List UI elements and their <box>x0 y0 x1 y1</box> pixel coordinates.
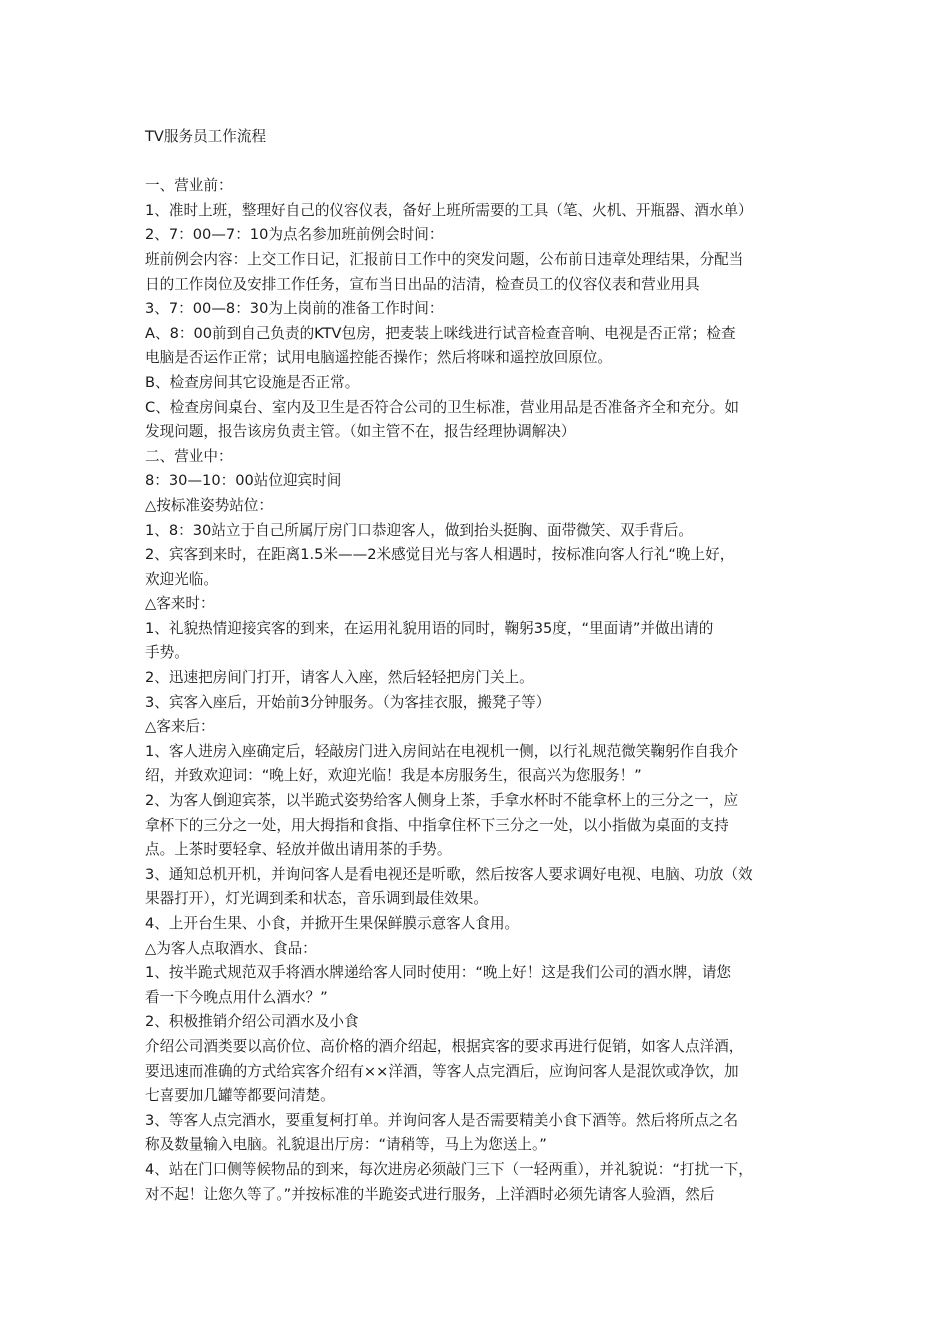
text-line: 班前例会内容：上交工作日记，汇报前日工作中的突发问题，公布前日违章处理结果，分配当 <box>145 250 744 268</box>
text-line: 3、等客人点完酒水，要重复柯打单。并询问客人是否需要精美小食下酒等。然后将所点之名 <box>145 1111 739 1129</box>
text-line: 3、通知总机开机，并询问客人是看电视还是听歌，然后按客人要求调好电视、电脑、功放（效 <box>145 865 753 883</box>
text-line: 1、礼貌热情迎接宾客的到来，在运用礼貌用语的同时，鞠躬35度，“里面请”并做出请的 <box>145 619 714 637</box>
document-title: TV服务员工作流程 <box>145 128 267 145</box>
text-line: 1、客人进房入座确定后，轻敲房门进入房间站在电视机一侧，以行礼规范微笑鞠躬作自我介 <box>145 742 739 760</box>
text-line: 果器打开），灯光调到柔和状态，音乐调到最佳效果。 <box>145 890 488 908</box>
text-line: C、检查房间桌台、室内及卫生是否符合公司的卫生标准，营业用品是否准备齐全和充分。如 <box>145 398 739 416</box>
text-line: 1、准时上班，整理好自己的仪容仪表，备好上班所需要的工具（笔、火机、开瓶器、酒水单） <box>145 201 753 219</box>
text-line: △为客人点取酒水、食品： <box>145 939 317 957</box>
text-line: 二、营业中： <box>145 447 233 465</box>
text-line: 对不起！让您久等了。”并按标准的半跪姿式进行服务，上洋酒时必须先请客人验酒，然后 <box>145 1185 715 1203</box>
text-line: 要迅速而准确的方式给宾客介绍有××洋酒，等客人点完酒后，应询问客人是混饮或净饮，加 <box>145 1062 739 1080</box>
text-line: 3、宾客入座后，开始前3分钟服务。（为客挂衣服，搬凳子等） <box>145 693 551 711</box>
text-line: △客来时： <box>145 595 215 613</box>
document-body <box>145 125 815 1207</box>
text-line: B、检查房间其它设施是否正常。 <box>145 373 360 391</box>
text-line: 2、为客人倒迎宾茶，以半跪式姿势给客人侧身上茶，手拿水杯时不能拿杯上的三分之一，应 <box>145 792 739 810</box>
text-line: 一、营业前： <box>145 177 233 195</box>
text-line: 3、7：00—8：30为上岗前的准备工作时间： <box>145 300 444 318</box>
text-line: △客来后： <box>145 718 215 736</box>
text-line: △按标准姿势站位： <box>145 496 273 514</box>
text-line: 看一下今晚点用什么酒水？” <box>145 988 328 1006</box>
text-line: 七喜要加几罐等都要问清楚。 <box>145 1087 335 1105</box>
text-line: 2、迅速把房间门打开，请客人入座，然后轻轻把房门关上。 <box>145 669 534 687</box>
text-line: 发现问题，报告该房负责主管。（如主管不在，报告经理协调解决） <box>145 423 576 441</box>
text-line: 4、站在门口侧等候物品的到来，每次进房必须敲门三下（一轻两重），并礼貌说：“打扰一下， <box>145 1160 753 1178</box>
text-line: 绍，并致欢迎词：“晚上好，欢迎光临！我是本房服务生，很高兴为您服务！” <box>145 767 642 785</box>
text-line: 2、7：00—7：10为点名参加班前例会时间： <box>145 226 444 244</box>
text-line: 日的工作岗位及安排工作任务，宣布当日出品的洁清，检查员工的仪容仪表和营业用具 <box>145 275 700 293</box>
text-line: 2、宾客到来时，在距离1.5米——2米感觉目光与客人相遇时，按标准向客人行礼“晚上好， <box>145 546 735 564</box>
document-text <box>145 174 815 1207</box>
text-line: 1、8：30站立于自己所属厅房门口恭迎客人，做到抬头挺胸、面带微笑、双手背后。 <box>145 521 693 539</box>
text-line: 手势。 <box>145 644 189 662</box>
text-line: 4、上开台生果、小食，并掀开生果保鲜膜示意客人食用。 <box>145 915 520 932</box>
text-line: 介绍公司酒类要以高价位、高价格的酒介绍起，根据宾客的要求再进行促销，如客人点洋酒， <box>145 1037 744 1055</box>
text-line: 欢迎光临。 <box>145 570 218 588</box>
text-line: A、8：00前到自己负责的KTV包房，把麦装上咪线进行试音检查音响、电视是否正常；检查 <box>145 324 736 342</box>
text-line: 拿杯下的三分之一处，用大拇指和食指、中指拿住杯下三分之一处，以小指做为桌面的支持 <box>145 816 729 834</box>
text-line: 称及数量输入电脑。礼貌退出厅房：“请稍等，马上为您送上。” <box>145 1136 547 1154</box>
text-line: 点。上茶时要轻拿、轻放并做出请用茶的手势。 <box>145 841 452 859</box>
text-line: 8：30—10：00站位迎宾时间 <box>145 472 342 490</box>
text-line: 1、按半跪式规范双手将酒水牌递给客人同时使用：“晚上好！这是我们公司的酒水牌，请您 <box>145 964 732 982</box>
text-line: 2、积极推销介绍公司酒水及小食 <box>145 1013 359 1031</box>
text-line: 电脑是否运作正常；试用电脑遥控能否操作；然后将咪和遥控放回原位。 <box>145 349 613 367</box>
